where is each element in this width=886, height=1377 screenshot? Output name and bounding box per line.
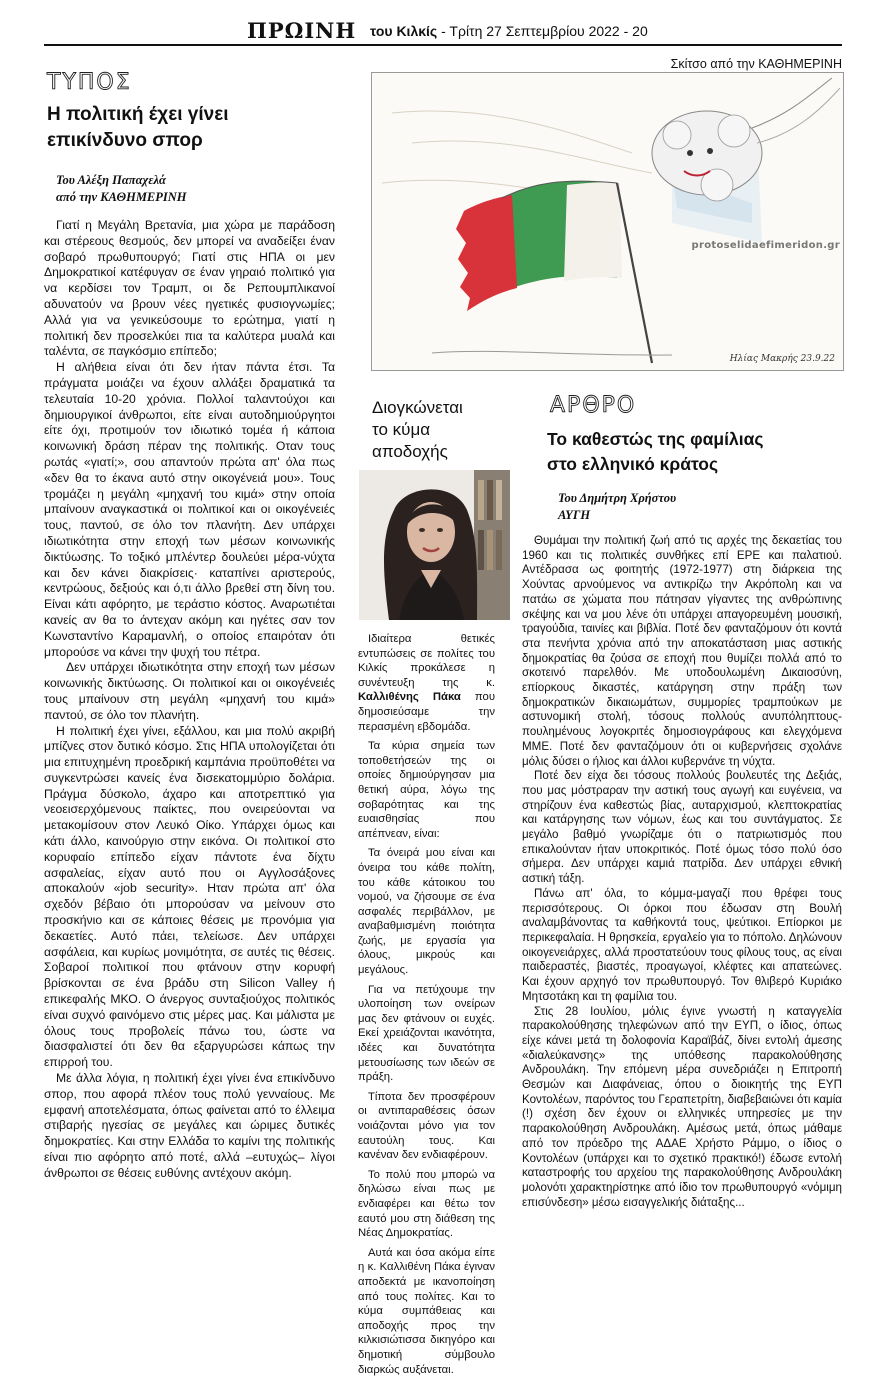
- article2-intro: [358, 632, 495, 734]
- article2-body: [358, 632, 495, 1376]
- article1-byline: [56, 172, 187, 206]
- article1-paragraph: Με άλλα λόγια, η πολιτική έχει γίνει ένα επικίνδυνο σπορ, που αφορά πλέον τους πολύ γενναίους. Με εμφανή αποτελέσματα, όπως φαίνεται από το έλλειμα στιβαρής ηγεσίας σε μεγάλες και ώριμες δυτικές δημοκρατίες. Και στην Ελλάδα το καμίνι της πολιτικής είναι πιο αφόρητο από ποτέ, αλλά –ευτυχώς– λίγοι άνθρωποι σε θέσεις ευθύνης αντέχουν ακόμη.: [44, 1071, 335, 1180]
- article3-body: [522, 534, 842, 1209]
- article1-source: από την ΚΑΘΗΜΕΡΙΝΗ: [56, 190, 187, 204]
- article2-title: [372, 397, 512, 463]
- article1-paragraph: Η αλήθεια είναι ότι δεν ήταν πάντα έτσι. Τα πράγματα μοιάζει να έχουν αλλάξει δραματικά τα τελευταία 10-20 χρόνια. Πολλοί ταλαντούχοι και δημιουργικοί άνθρωποι, είτε είναι αυτοδημιούργητοι είτε όχι, προτιμούν τον ιδιωτικό τομέα ή κάποια κοινωνική δράση πέραν της πολιτικής. Οταν τους ρωτάς «γιατί;», σου απαντούν πρώτα απ' όλα πως «δεν θα το έκανα αυτό στην οικογένειά μου». Τους τρομάζει η μεγάλη «μηχανή του κιμά» στην οποία μπαίνουν αναγκαστικά οι πολιτικοί και οι οικογένειές τους, παντού, σε όλο τον πλανήτη. Δεν υπάρχει ιδιωτικότητα στην εποχή των μέσων κοινωνικής δικτύωσης. Το τοξικό μπλέντερ δουλεύει μέρα-νύχτα και δεν κάνει διακρίσεις· καταπίνει αριστερούς, κεντρώους, δεξιούς και ό,τι άλλο βρεθεί στη δίνη του. Είναι κάτι αφόρητο, με τεράστιο κόστος. Αναρωτιέται κανείς αν θα το άντεχαν ακόμη και ηγέτες σαν τον Κωνσταντίνο Καραμανλή, ο οποίος επαιρόταν ότι μπορούσε να κάνει την ψυχή του πέτρα.: [44, 360, 335, 659]
- masthead: [44, 18, 842, 46]
- article3-source: ΑΥΓΗ: [558, 508, 591, 522]
- article2-intro-before: Ιδιαίτερα θετικές εντυπώσεις σε πολίτες του Κιλκίς προκάλεσε η συνέντευξη της κ.: [358, 633, 495, 689]
- article1-paragraph: Η πολιτική έχει γίνει, εξάλλου, και μια πολύ ακριβή μπίζνες στον δυτικό κόσμο. Στις ΗΠΑ υπολογίζεται ότι μια επιτυχημένη προεδρική καμπάνια προϋποθέτει να συγκεντρώσει κανείς ένα δισεκατομμύριο δολάρια. Πράγμα δύσκολο, άχαρο και αποτρεπτικό για νεοεισερχόμενους παίκτες, που ονειρεύονται να μετακομίσουν στον Λευκό Οίκο. Υπάρχει όμως και κάτι άλλο, καινούργιο στην εικόνα. Οι πολιτικοί στο κορυφαίο επίπεδο είχαν πάντοτε ένα δίχτυ ασφαλείας, είχαν αυτό που οι Αγγλοσάξονες αποκαλούν «job security». Ηταν πρώτα απ' όλα σχεδόν βέβαιο ότι μπορούσαν να μείνουν στο προσκήνιο και σε κάποιες θέσεις με προνόμια για δεκαετίες. Αυτό πάει, τελείωσε. Δεν υπάρχει ασφάλεια, και κυρίως μονιμότητα, σε αυτές τις θέσεις. Σοβαροί πολιτικοί που φτάνουν στην κορυφή βρίσκονται σε ένα βράδυ στη Silicon Valley ή επικεφαλής ΜΚΟ. Ο άνεργος συνταξιούχος πολιτικός είναι συχνό φαινόμενο στις μέρες μας. Και μάλιστα με όλους τους προβολείς πάνω του, ώστε να διασφαλιστεί ότι δεν θα εξαργυρώσει κάπως την επιρροή του.: [44, 723, 335, 1070]
- watermark-text: protoselidaefimeridon.gr: [691, 240, 840, 251]
- article2-paragraph: Τίποτα δεν προσφέρουν οι αντιπαραθέσεις όσων νοιάζονται μόνο για τον εαυτούλη τους. Και κανέναν δεν ενδιαφέρουν.: [358, 1090, 495, 1162]
- article2-paragraph: Αυτά και όσα ακόμα είπε η κ. Καλλιθένη Πάκα έγιναν αποδεκτά με ικανοποίηση από τους πολίτες. Και το κύμα συμπάθειας και αποδοχής προς την κιλκισιώτισσα δικηγόρο και δημοτική σύμβουλο διαρκώς αυξάνεται.: [358, 1246, 495, 1376]
- article2-paragraph: Τα όνειρά μου είναι και όνειρα του κάθε πολίτη, του κάθε κάτοικου του νομού, να ζήσουμε σε ένα ασφαλές περιβάλλον, με αναβαθμισμένη ποιότητα ζωής, με εργασία για όλους, μικρούς και μεγάλους.: [358, 847, 495, 977]
- cartoon-signature: Ηλίας Μακρής 23.9.22: [729, 354, 835, 364]
- newspaper-brand: ΠΡΩΙΝΗ: [247, 18, 357, 43]
- article2-paragraph: Για να πετύχουμε την υλοποίηση των ονείρων μας δεν φτάνουν οι ευχές. Εκεί χρειάζονται ικανότητα, ιδέες και δυνατότητα μετουσίωσης των ιδεών σε πράξη.: [358, 983, 495, 1084]
- masthead-separator: -: [441, 23, 446, 39]
- article3-title: [547, 427, 842, 477]
- article2-intro-name: Καλλιθένης Πάκα: [358, 691, 461, 704]
- article3-byline: [558, 490, 676, 524]
- section-label-arthro: ΑΡΘΡΟ: [550, 393, 637, 418]
- article1-body: [44, 218, 335, 1180]
- article3-paragraph: Ποτέ δεν είχα δει τόσους πολλούς βουλευτές της Δεξιάς, που μας μόστραραν την αστική τους αγωγή και ευγένεια, να στηρίζουν ένα καθεστώς βίας, αυταρχισμού, κλεπτοκρατίας και κατάργησης των νόμων, έως και του συντάγματος. Σε μεγάλο βαθμό γνωρίζαμε ότι ο πατριωτισμός που επικαλούνταν ήταν υποκριτικός. Ποτέ όμως τόσο πολύ όσο σήμερα. Δεν υπάρχει καμιά πατρίδα. Δεν υπάρχει εθνική αστική τάξη.: [522, 769, 842, 886]
- brand-suffix: του Κιλκίς: [370, 23, 438, 39]
- article2-title-line2: το κύμα: [372, 420, 431, 439]
- cartoon-credit: Σκίτσο από την ΚΑΘΗΜΕΡΙΝΗ: [670, 57, 842, 71]
- article3-paragraph: Στις 28 Ιουλίου, μόλις έγινε γνωστή η καταγγελία παρακολούθησης τηλεφώνων από την ΕΥΠ, ο ίδιος, όπως είχε κάνει μετά τη δολοφονία Καραϊβάζ, δίνει εντολή άμεσης «διαλεύκανσης» της υπόθεσης παρακολούθησης Ανδρουλάκη. Την επόμενη μέρα συνεδριάζει η Επιτροπή Θεσμών και Διαφάνειας, όπου ο διοικητής της ΕΥΠ Κοντολέων, παρόντος του Γεραπετρίτη, διαβεβαιώνει ότι καμία (!) σχέση δεν έχουν οι ελληνικές υπηρεσίες με την παρακολούθηση Ανδρουλάκη. Αμέσως μετά, όπως μάθαμε από τον πρόεδρο της ΑΔΑΕ Χρήστο Ράμμο, ο ίδιος ο Κοντολέων (υπάρχει και το σχετικό πρακτικό!) έδωσε εντολή καταστροφής του αρχείου της παρακολούθησης Ανδρουλάκη μολονότι χαρακτηρίστηκε από ίδιο τον πρωθυπουργό «νόμιμη επισύνδεση» μέσω εισαγγελικής διάταξης...: [522, 1004, 842, 1209]
- article2-title-line1: Διογκώνεται: [372, 398, 463, 417]
- article2-intro-after: που δημοσιεύσαμε την περασμένη εβδομάδα.: [358, 691, 495, 733]
- portrait-photo: [359, 470, 510, 620]
- section-label-typos: ΤΥΠΟΣ: [47, 70, 132, 95]
- article2-title-line3: αποδοχής: [372, 442, 448, 461]
- article3-author: Του Δημήτρη Χρήστου: [558, 491, 677, 505]
- cartoon-illustration: [371, 72, 844, 371]
- article3-paragraph: Πάνω απ' όλα, το κόμμα-μαγαζί που θρέφει τους περισσότερους. Οι όρκοι που έδωσαν στη Βουλή αναλαμβάνοντας τα καθήκοντά τους, ψεύτικοι. Επίορκοι με περικεφαλαία. Η θρησκεία, εργαλείο για το πόπολο. Δηλώνουν οικογενειάρχες, αλλά προστατεύουν τους φίλους τους, ας είναι παιδεραστές, βιαστές, προαγωγοί, κλέφτες και απατεώνες. Και έχουν αρχηγό τον πρωθυπουργό. Τον θλιβερό Κυριάκο Μητσοτάκη και τη φαμίλια του.: [522, 886, 842, 1003]
- article1-paragraph: Δεν υπάρχει ιδιωτικότητα στην εποχή των μέσων κοινωνικής δικτύωσης. Οι πολιτικοί και οι οικογένειές τους μπαίνουν στη μεγάλη «μηχανή του κιμά» παντού, σε όλο τον πλανήτη.: [44, 660, 335, 722]
- article3-paragraph: Θυμάμαι την πολιτική ζωή από τις αρχές της δεκαετίας του 1960 και τις πολιτικές συνθήκες επί ΕΡΕ και παλατιού. Αντέδρασα ως φοιτητής (1972-1977) στη διάρκεια της Χούντας αρνούμενος να αντικρίζω την Ακρόπολη και να πατάω σε χώματα που πάτησαν γίγαντες της ανθρώπινης σκέψης και να μου λένε ότι υπάρχει απαγορευμένη μουσική, τραγούδια, ταινίες και βιβλία. Ποτέ δεν φανταζόμουν ότι κοντά στα πενήντα χρόνια από την αποκατάσταση μιας αστικής δημοκρατίας θα ζούσα σε εποχή που θυμίζει πολλά από το σκοτεινό παρελθόν. Με υποδουλωμένη Δικαιοσύνη, επίορκους δικαστές, κατάργηση στην πράξη των δημοκρατικών δικαιωμάτων, συμμορίες τραμπούκων με αστυνομική στολή, τόσους πολλούς ανυπόληπτους-πουλημένους λογοκριτές δημοσιογράφους και ελεγχόμενα ΜΜΕ. Ποτέ δεν φανταζόμουν ότι οι κυβερνήσεις σχολάνε μόλις δύσει ο ήλιος και άλλοι κυβερνάνε τη νύχτα.: [522, 534, 842, 768]
- cartoon-drawing: [372, 73, 843, 370]
- article2-paragraph: Το πολύ που μπορώ να δηλώσω είναι πως με ενδιαφέρει και θέτω τον εαυτό μου στη διάθεση της Νέας Δημοκρατίας.: [358, 1168, 495, 1240]
- issue-date-page: Τρίτη 27 Σεπτεμβρίου 2022 - 20: [449, 23, 648, 39]
- portrait-drawing: [359, 470, 510, 620]
- article3-title-line2: στο ελληνικό κράτος: [547, 454, 719, 474]
- article2-paragraph: Τα κύρια σημεία των τοποθετήσεών της οι οποίες δημιούργησαν μια θετική αύρα, λόγω της σοβαρότητας και της ευαισθησίας που απέπνεαν, είναι:: [358, 740, 495, 840]
- issue-info: [370, 23, 648, 39]
- article1-author: Του Αλέξη Παπαχελά: [56, 173, 166, 187]
- article1-title: [47, 102, 347, 154]
- article3-title-line1: Το καθεστώς της φαμίλιας: [547, 429, 764, 449]
- article1-title-line2: επικίνδυνο σπορ: [47, 130, 203, 151]
- article1-paragraph: Γιατί η Μεγάλη Βρετανία, μια χώρα με παράδοση και στέρεους θεσμούς, δεν μπορεί να αναδείξει έναν σοβαρό πρωθυπουργό; Γιατί στις ΗΠΑ οι μεν Δημοκρατικοί κατέφυγαν σε έναν γηραιό πολιτικό για να κερδίσει τον Τραμπ, οι δε Ρεπουμπλικανοί αδυνατούν να βρουν νέες ηγετικές φυσιογνωμίες; Αλλά για να γενικεύσουμε το ερώτημα, γιατί η πολιτική δεν προσελκύει πια τα καλύτερα μυαλά και ταλέντα, σε παγκόσμιο επίπεδο;: [44, 218, 335, 359]
- article1-title-line1: Η πολιτική έχει γίνει: [47, 104, 229, 125]
